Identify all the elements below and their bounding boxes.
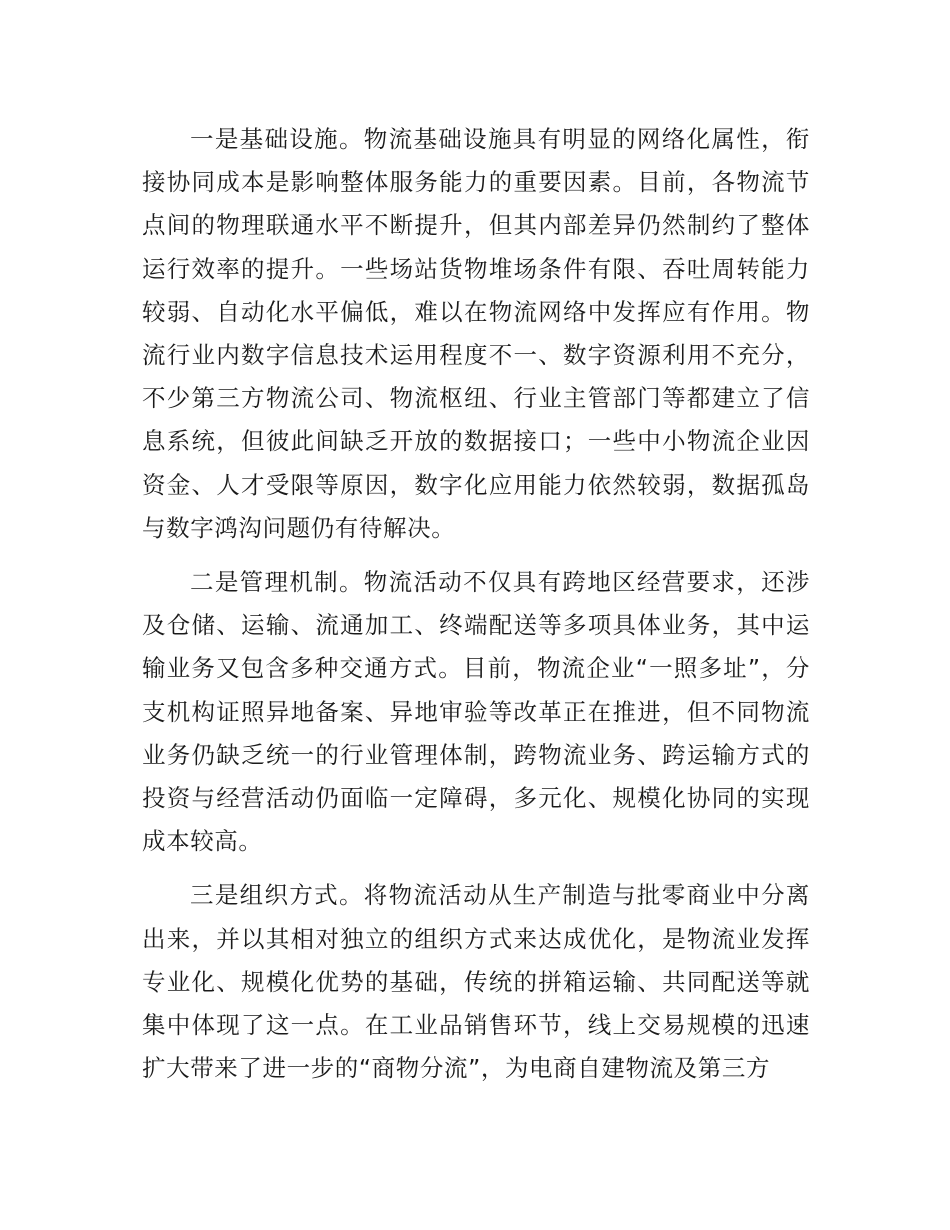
body-text [142,118,810,1090]
paragraph-management-mechanism: 二是管理机制。物流活动不仅具有跨地区经营要求，还涉及仓储、运输、流通加工、终端配送等多项具体业务，其中运输业务又包含多种交通方式。目前，物流企业“一照多址”，分支机构证照异地备案、异地审验等改革正在推进，但不同物流业务仍缺乏统一的行业管理体制，跨物流业务、跨运输方式的投资与经营活动仍面临一定障碍，多元化、规模化协同的实现成本较高。 [142,568,810,856]
paragraph-organization-mode: 三是组织方式。将物流活动从生产制造与批零商业中分离出来，并以其相对独立的组织方式来达成优化，是物流业发挥专业化、规模化优势的基础，传统的拼箱运输、共同配送等就集中体现了这一点。在工业品销售环节，线上交易规模的迅速扩大带来了进一步的“商物分流”，为电商自建物流及第三方 [142,881,810,1083]
paragraph-infrastructure: 一是基础设施。物流基础设施具有明显的网络化属性，衔接协同成本是影响整体服务能力的重要因素。目前，各物流节点间的物理联通水平不断提升，但其内部差异仍然制约了整体运行效率的提升。一些场站货物堆场条件有限、吞吐周转能力较弱、自动化水平偏低，难以在物流网络中发挥应有作用。物流行业内数字信息技术运用程度不一、数字资源利用不充分，不少第三方物流公司、物流枢纽、行业主管部门等都建立了信息系统，但彼此间缺乏开放的数据接口；一些中小物流企业因资金、人才受限等原因，数字化应用能力依然较弱，数据孤岛与数字鸿沟问题仍有待解决。 [142,125,810,542]
